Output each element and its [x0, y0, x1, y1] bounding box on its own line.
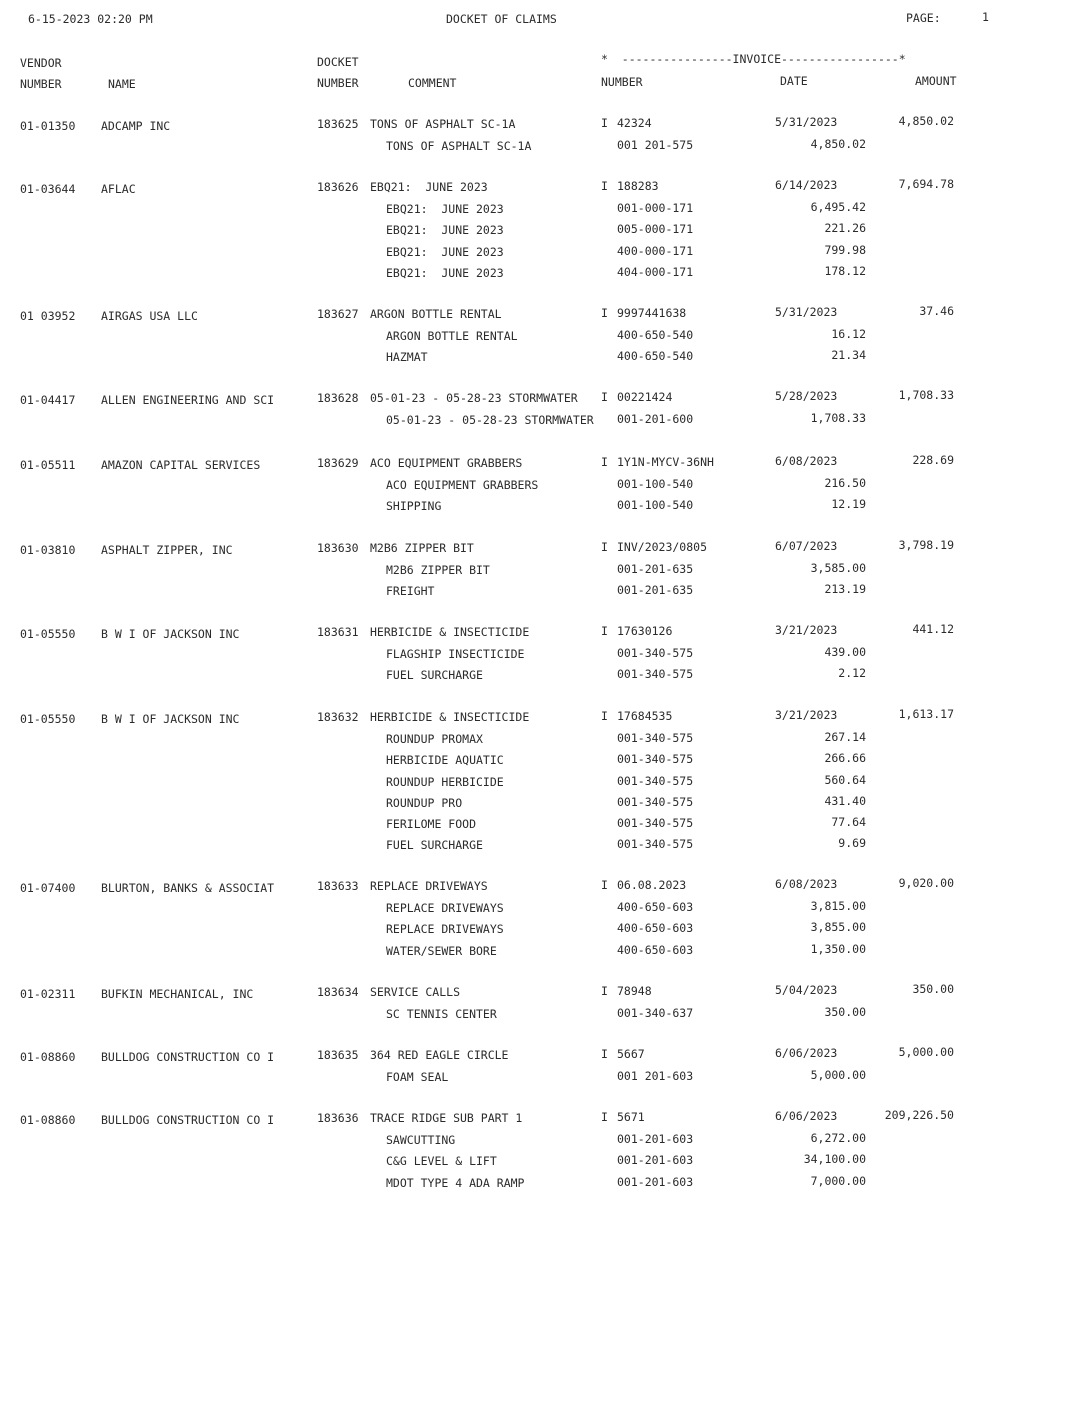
vendor-number: 01-01350	[20, 119, 76, 133]
line-amount: 3,815.00	[810, 899, 866, 913]
line-description: M2B6 ZIPPER BIT	[386, 563, 490, 577]
claim-comment: 364 RED EAGLE CIRCLE	[370, 1048, 509, 1062]
vendor-name: BLURTON, BANKS & ASSOCIAT	[101, 881, 275, 895]
line-description: FREIGHT	[386, 584, 435, 598]
col-name: NAME	[108, 77, 136, 91]
line-description: ARGON BOTTLE RENTAL	[386, 329, 518, 343]
line-account: 001-340-575	[617, 816, 694, 830]
invoice-type: I	[601, 306, 608, 320]
claim-comment: SERVICE CALLS	[370, 985, 461, 999]
report-datetime: 6-15-2023 02:20 PM	[28, 12, 153, 26]
line-account: 001-201-635	[617, 562, 694, 576]
line-amount: 267.14	[824, 730, 866, 744]
invoice-number: 1Y1N-MYCV-36NH	[617, 455, 714, 469]
col-docket-top: DOCKET	[317, 55, 359, 69]
claim-comment: ACO EQUIPMENT GRABBERS	[370, 456, 523, 470]
invoice-amount: 1,613.17	[898, 707, 954, 721]
invoice-amount: 4,850.02	[898, 114, 954, 128]
vendor-name: ASPHALT ZIPPER, INC	[101, 543, 233, 557]
invoice-amount: 3,798.19	[898, 538, 954, 552]
vendor-name: B W I OF JACKSON INC	[101, 712, 240, 726]
line-amount: 1,350.00	[810, 942, 866, 956]
invoice-date: 5/31/2023	[775, 305, 838, 319]
invoice-type: I	[601, 1110, 608, 1124]
docket-number: 183636	[317, 1111, 359, 1125]
docket-number: 183633	[317, 879, 359, 893]
invoice-type: I	[601, 709, 608, 723]
invoice-type: I	[601, 116, 608, 130]
docket-number: 183627	[317, 307, 359, 321]
invoice-number: 5671	[617, 1110, 645, 1124]
line-amount: 799.98	[824, 243, 866, 257]
claim-comment: HERBICIDE & INSECTICIDE	[370, 625, 530, 639]
invoice-amount: 441.12	[912, 622, 954, 636]
line-description: WATER/SEWER BORE	[386, 944, 497, 958]
vendor-number: 01 03952	[20, 309, 76, 323]
line-description: FUEL SURCHARGE	[386, 838, 483, 852]
col-vendor-top: VENDOR	[20, 56, 62, 70]
invoice-date: 6/08/2023	[775, 454, 838, 468]
line-account: 400-650-603	[617, 943, 694, 957]
invoice-number: 42324	[617, 116, 652, 130]
line-account: 001-201-603	[617, 1132, 694, 1146]
line-account: 001-100-540	[617, 477, 694, 491]
claim-comment: REPLACE DRIVEWAYS	[370, 879, 488, 893]
line-amount: 221.26	[824, 221, 866, 235]
line-amount: 178.12	[824, 264, 866, 278]
claim-comment: TRACE RIDGE SUB PART 1	[370, 1111, 523, 1125]
line-account: 001-201-600	[617, 412, 694, 426]
line-description: REPLACE DRIVEWAYS	[386, 901, 504, 915]
line-amount: 34,100.00	[803, 1152, 866, 1166]
line-amount: 9.69	[838, 836, 866, 850]
invoice-date: 6/14/2023	[775, 178, 838, 192]
invoice-type: I	[601, 1047, 608, 1061]
docket-number: 183629	[317, 456, 359, 470]
line-amount: 16.12	[831, 327, 866, 341]
line-amount: 213.19	[824, 582, 866, 596]
invoice-number: INV/2023/0805	[617, 540, 708, 554]
line-description: FUEL SURCHARGE	[386, 668, 483, 682]
line-account: 001-201-635	[617, 583, 694, 597]
line-description: ACO EQUIPMENT GRABBERS	[386, 478, 539, 492]
vendor-number: 01-05550	[20, 627, 76, 641]
invoice-number: 5667	[617, 1047, 645, 1061]
line-account: 001-201-603	[617, 1175, 694, 1189]
invoice-date: 5/31/2023	[775, 115, 838, 129]
invoice-amount: 7,694.78	[898, 177, 954, 191]
docket-number: 183631	[317, 625, 359, 639]
invoice-type: I	[601, 390, 608, 404]
line-description: MDOT TYPE 4 ADA RAMP	[386, 1176, 525, 1190]
claim-comment: TONS OF ASPHALT SC-1A	[370, 117, 516, 131]
line-account: 001-340-637	[617, 1006, 694, 1020]
docket-number: 183628	[317, 391, 359, 405]
line-amount: 560.64	[824, 773, 866, 787]
line-description: SHIPPING	[386, 499, 442, 513]
line-description: EBQ21: JUNE 2023	[386, 202, 504, 216]
col-vendor-bottom: NUMBER	[20, 77, 62, 91]
line-description: ROUNDUP PROMAX	[386, 732, 483, 746]
claim-comment: EBQ21: JUNE 2023	[370, 180, 488, 194]
line-account: 001-340-575	[617, 731, 694, 745]
line-description: FERILOME FOOD	[386, 817, 477, 831]
report-title: DOCKET OF CLAIMS	[446, 12, 557, 26]
line-description: ROUNDUP PRO	[386, 796, 463, 810]
line-amount: 1,708.33	[810, 411, 866, 425]
col-invoice-amount: AMOUNT	[915, 74, 957, 88]
invoice-date: 5/28/2023	[775, 389, 838, 403]
line-description: HAZMAT	[386, 350, 428, 364]
line-account: 400-650-603	[617, 921, 694, 935]
line-amount: 12.19	[831, 497, 866, 511]
invoice-date: 6/08/2023	[775, 877, 838, 891]
vendor-name: AFLAC	[101, 182, 136, 196]
page-label: PAGE:	[906, 11, 941, 25]
line-amount: 3,585.00	[810, 561, 866, 575]
line-account: 400-650-540	[617, 328, 694, 342]
docket-number: 183635	[317, 1048, 359, 1062]
page-number: 1	[982, 10, 989, 24]
line-amount: 350.00	[824, 1005, 866, 1019]
claim-comment: HERBICIDE & INSECTICIDE	[370, 710, 530, 724]
vendor-number: 01-05511	[20, 458, 76, 472]
invoice-type: I	[601, 455, 608, 469]
invoice-date: 3/21/2023	[775, 708, 838, 722]
docket-number: 183626	[317, 180, 359, 194]
vendor-name: ADCAMP INC	[101, 119, 171, 133]
invoice-amount: 1,708.33	[898, 388, 954, 402]
line-description: REPLACE DRIVEWAYS	[386, 922, 504, 936]
line-description: SC TENNIS CENTER	[386, 1007, 497, 1021]
invoice-amount: 5,000.00	[898, 1045, 954, 1059]
line-amount: 3,855.00	[810, 920, 866, 934]
invoice-date: 6/06/2023	[775, 1109, 838, 1123]
invoice-number: 78948	[617, 984, 652, 998]
line-description: FLAGSHIP INSECTICIDE	[386, 647, 525, 661]
col-invoice-number: NUMBER	[601, 75, 643, 89]
invoice-amount: 209,226.50	[884, 1108, 954, 1122]
invoice-number: 00221424	[617, 390, 673, 404]
invoice-number: 06.08.2023	[617, 878, 687, 892]
line-amount: 6,272.00	[810, 1131, 866, 1145]
claim-comment: M2B6 ZIPPER BIT	[370, 541, 474, 555]
vendor-name: ALLEN ENGINEERING AND SCI	[101, 393, 275, 407]
line-amount: 216.50	[824, 476, 866, 490]
vendor-name: BULLDOG CONSTRUCTION CO I	[101, 1050, 275, 1064]
invoice-number: 188283	[617, 179, 659, 193]
line-account: 400-000-171	[617, 244, 694, 258]
invoice-amount: 350.00	[912, 982, 954, 996]
line-account: 001 201-603	[617, 1069, 694, 1083]
line-description: FOAM SEAL	[386, 1070, 449, 1084]
invoice-date: 5/04/2023	[775, 983, 838, 997]
invoice-amount: 228.69	[912, 453, 954, 467]
invoice-date: 6/06/2023	[775, 1046, 838, 1060]
invoice-amount: 37.46	[919, 304, 954, 318]
line-amount: 7,000.00	[810, 1174, 866, 1188]
invoice-type: I	[601, 984, 608, 998]
line-account: 001-340-575	[617, 667, 694, 681]
line-amount: 431.40	[824, 794, 866, 808]
col-comment: COMMENT	[408, 76, 457, 90]
docket-number: 183630	[317, 541, 359, 555]
invoice-type: I	[601, 878, 608, 892]
vendor-name: AIRGAS USA LLC	[101, 309, 198, 323]
docket-number: 183634	[317, 985, 359, 999]
line-amount: 21.34	[831, 348, 866, 362]
invoice-type: I	[601, 179, 608, 193]
line-account: 001-340-575	[617, 646, 694, 660]
line-amount: 439.00	[824, 645, 866, 659]
invoice-number: 17630126	[617, 624, 673, 638]
line-account: 001-000-171	[617, 201, 694, 215]
vendor-name: BUFKIN MECHANICAL, INC	[101, 987, 254, 1001]
vendor-number: 01-08860	[20, 1050, 76, 1064]
invoice-type: I	[601, 540, 608, 554]
line-description: EBQ21: JUNE 2023	[386, 266, 504, 280]
line-description: EBQ21: JUNE 2023	[386, 245, 504, 259]
docket-number: 183625	[317, 117, 359, 131]
line-amount: 4,850.02	[810, 137, 866, 151]
invoice-banner: * ----------------INVOICE-----------------*	[601, 52, 906, 66]
line-description: 05-01-23 - 05-28-23 STORMWATER	[386, 413, 594, 427]
line-amount: 266.66	[824, 751, 866, 765]
line-description: ROUNDUP HERBICIDE	[386, 775, 504, 789]
line-account: 005-000-171	[617, 222, 694, 236]
vendor-name: B W I OF JACKSON INC	[101, 627, 240, 641]
docket-number: 183632	[317, 710, 359, 724]
line-description: EBQ21: JUNE 2023	[386, 223, 504, 237]
invoice-number: 9997441638	[617, 306, 687, 320]
vendor-number: 01-05550	[20, 712, 76, 726]
line-account: 001-340-575	[617, 752, 694, 766]
line-account: 400-650-603	[617, 900, 694, 914]
vendor-name: BULLDOG CONSTRUCTION CO I	[101, 1113, 275, 1127]
vendor-number: 01-02311	[20, 987, 76, 1001]
claim-comment: 05-01-23 - 05-28-23 STORMWATER	[370, 391, 578, 405]
vendor-number: 01-03810	[20, 543, 76, 557]
invoice-number: 17684535	[617, 709, 673, 723]
line-amount: 2.12	[838, 666, 866, 680]
line-description: TONS OF ASPHALT SC-1A	[386, 139, 532, 153]
line-account: 001-100-540	[617, 498, 694, 512]
line-account: 001-340-575	[617, 774, 694, 788]
line-amount: 5,000.00	[810, 1068, 866, 1082]
vendor-name: AMAZON CAPITAL SERVICES	[101, 458, 261, 472]
line-amount: 6,495.42	[810, 200, 866, 214]
invoice-date: 3/21/2023	[775, 623, 838, 637]
col-invoice-date: DATE	[780, 74, 808, 88]
line-account: 404-000-171	[617, 265, 694, 279]
vendor-number: 01-03644	[20, 182, 76, 196]
invoice-amount: 9,020.00	[898, 876, 954, 890]
vendor-number: 01-04417	[20, 393, 76, 407]
line-account: 001 201-575	[617, 138, 694, 152]
line-amount: 77.64	[831, 815, 866, 829]
invoice-date: 6/07/2023	[775, 539, 838, 553]
col-docket-bottom: NUMBER	[317, 76, 359, 90]
vendor-number: 01-08860	[20, 1113, 76, 1127]
line-description: SAWCUTTING	[386, 1133, 456, 1147]
line-description: C&G LEVEL & LIFT	[386, 1154, 497, 1168]
line-account: 400-650-540	[617, 349, 694, 363]
vendor-number: 01-07400	[20, 881, 76, 895]
line-account: 001-340-575	[617, 795, 694, 809]
line-description: HERBICIDE AQUATIC	[386, 753, 504, 767]
invoice-type: I	[601, 624, 608, 638]
line-account: 001-340-575	[617, 837, 694, 851]
line-account: 001-201-603	[617, 1153, 694, 1167]
claim-comment: ARGON BOTTLE RENTAL	[370, 307, 502, 321]
